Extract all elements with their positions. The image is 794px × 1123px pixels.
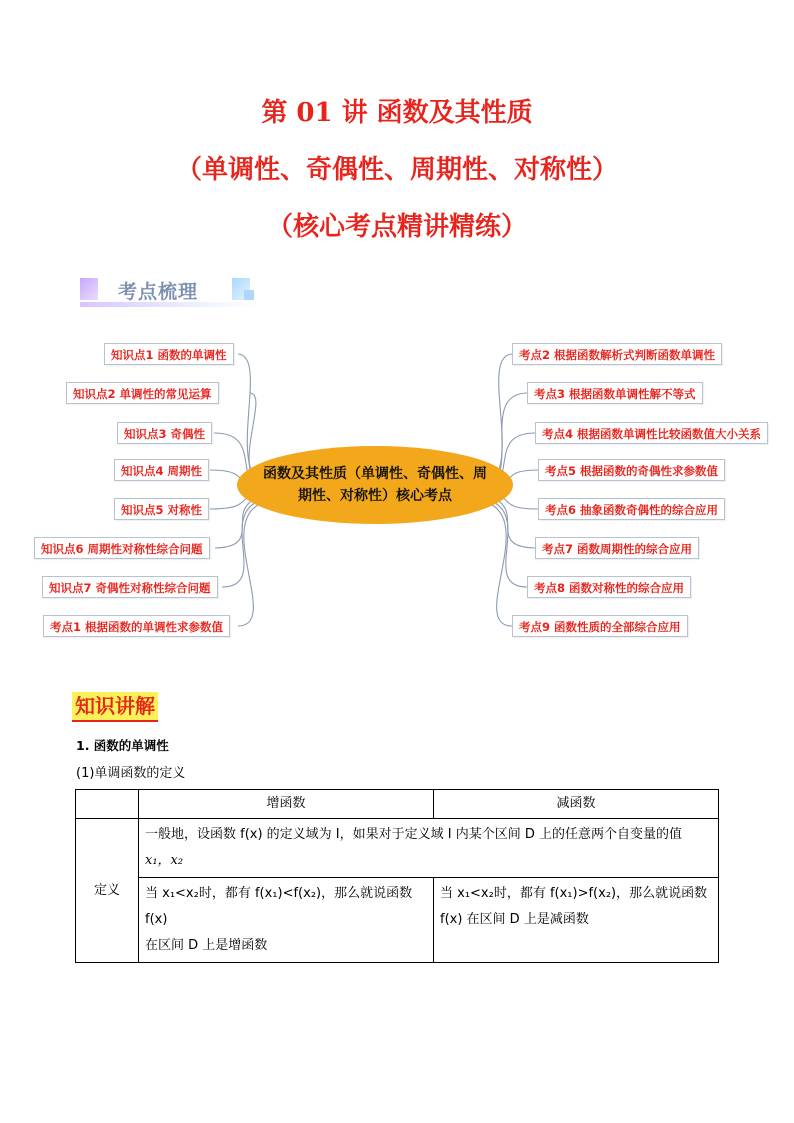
page-subtitle: （单调性、奇偶性、周期性、对称性） [175, 155, 618, 185]
mindmap-node-right: 考点8 函数对称性的综合应用 [527, 576, 691, 598]
mindmap-node-left: 知识点2 单调性的常见运算 [66, 382, 219, 404]
connector-line [495, 503, 527, 587]
mindmap-node-right: 考点9 函数性质的全部综合应用 [512, 615, 688, 637]
page-subtitle-2: （核心考点精讲精练） [266, 212, 527, 242]
mindmap-center-label: 函数及其性质（单调性、奇偶性、周期性、对称性）核心考点 [263, 466, 487, 504]
mindmap-node-right: 考点4 根据函数单调性比较函数值大小关系 [535, 422, 768, 444]
table-header: 减函数 [434, 790, 719, 819]
decreasing-definition: 当 x₁<x₂时，都有 f(x₁)>f(x₂)，那么就说函数 [440, 886, 708, 901]
definition-table [75, 789, 719, 963]
section-heading: 1. 函数的单调性 [76, 738, 169, 753]
table-row [76, 878, 719, 963]
increasing-definition: 当 x₁<x₂时，都有 f(x₁)<f(x₂)，那么就说函数 f(x) [145, 886, 413, 927]
table-cell [76, 790, 139, 819]
mindmap-node-left: 知识点4 周期性 [114, 459, 209, 481]
connector-line [222, 503, 255, 587]
mindmap-node-left: 知识点6 周期性对称性综合问题 [34, 537, 210, 559]
mindmap-node-left: 知识点7 奇偶性对称性综合问题 [42, 576, 218, 598]
table-row [76, 790, 719, 819]
increasing-definition: 在区间 D 上是增函数 [145, 938, 268, 953]
common-definition: 一般地，设函数 f(x) 的定义域为 I，如果对于定义域 I 内某个区间 D 上的任意两个自变量的值 [145, 827, 683, 842]
table-cell [434, 878, 719, 963]
table-header: 增函数 [139, 790, 434, 819]
mindmap-node-right: 考点2 根据函数解析式判断函数单调性 [512, 343, 722, 365]
decreasing-definition: f(x) 在区间 D 上是减函数 [440, 912, 589, 927]
common-variables: x₁，x₂ [145, 853, 184, 868]
mindmap-node-right: 考点6 抽象函数奇偶性的综合应用 [538, 498, 725, 520]
mindmap-node-left: 知识点5 对称性 [114, 498, 209, 520]
connector-line [215, 500, 253, 548]
section-subheading: (1)单调函数的定义 [76, 766, 186, 781]
banner-label: 考点梳理 [118, 281, 199, 303]
mindmap-node-left: 知识点1 函数的单调性 [104, 343, 234, 365]
mindmap-node-right: 考点3 根据函数单调性解不等式 [527, 382, 703, 404]
section-title: 知识讲解 [72, 692, 158, 722]
page-title: 第 01 讲 函数及其性质 [261, 98, 533, 128]
connector-line [492, 505, 512, 626]
table-cell [139, 819, 719, 878]
mindmap-node-left: 考点1 根据函数的单调性求参数值 [43, 615, 230, 637]
mindmap-node-left: 知识点3 奇偶性 [117, 422, 212, 444]
mindmap-center [237, 446, 513, 524]
table-cell [139, 878, 434, 963]
mindmap-node-right: 考点5 根据函数的奇偶性求参数值 [538, 459, 725, 481]
table-row [76, 819, 719, 878]
mindmap-node-right: 考点7 函数周期性的综合应用 [535, 537, 699, 559]
table-row-label: 定义 [76, 819, 139, 963]
connector-line [238, 505, 258, 626]
